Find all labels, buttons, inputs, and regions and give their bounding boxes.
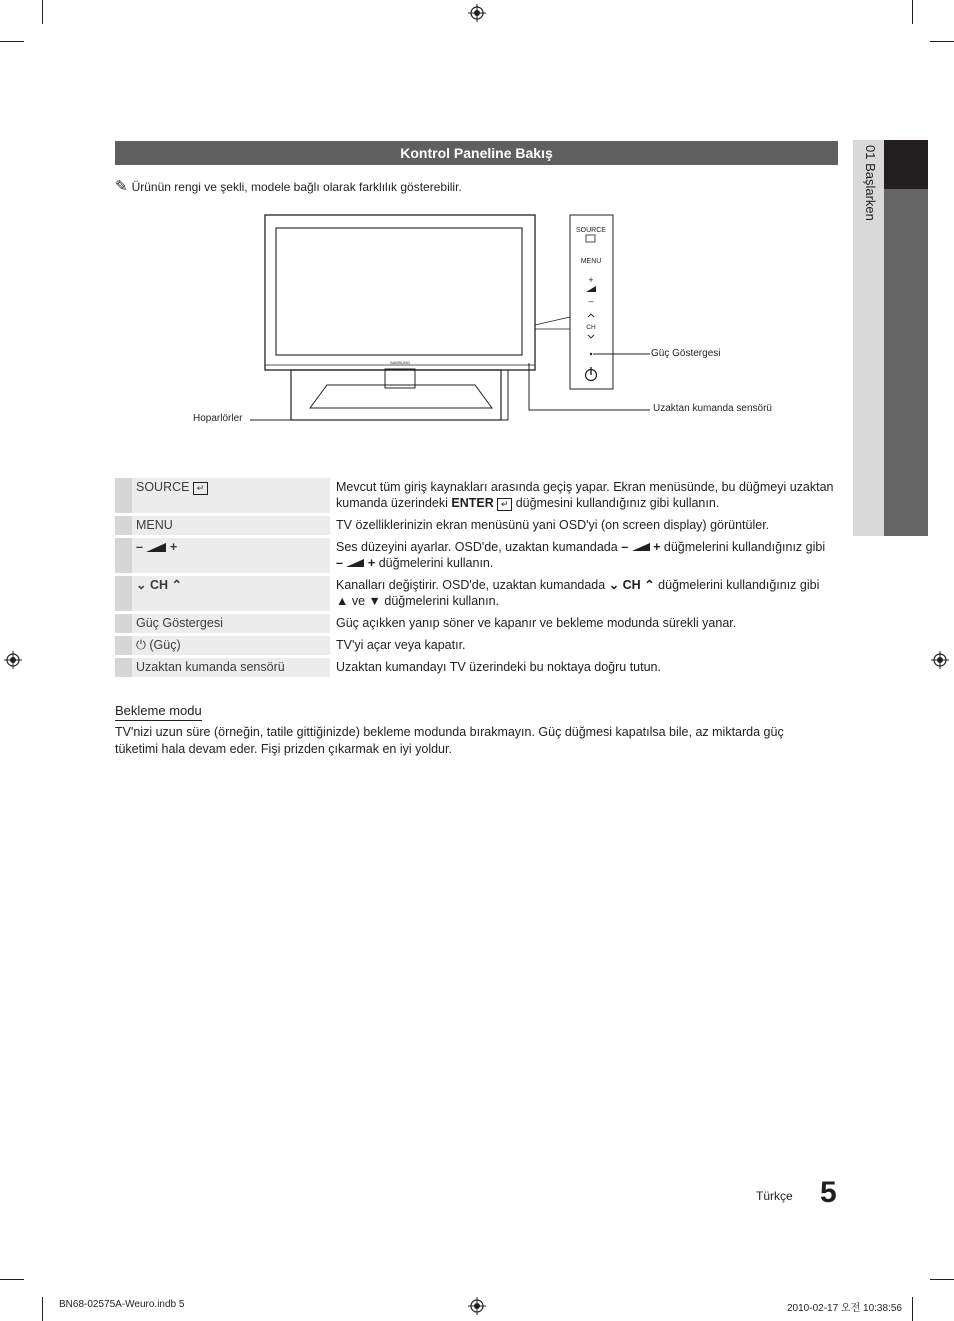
note-text: Ürünün rengi ve şekli, modele bağlı olarak farklılık gösterebilir. xyxy=(131,180,462,194)
tv-diagram xyxy=(180,205,800,435)
power-icon: ⏻ xyxy=(136,638,146,652)
side-tab-marker xyxy=(884,140,928,189)
control-name: CH xyxy=(149,578,169,592)
remote-sensor-label: Uzaktan kumanda sensörü xyxy=(653,403,772,414)
control-name: Güç Göstergesi xyxy=(136,616,223,630)
control-name: (Güç) xyxy=(149,638,181,652)
control-desc: düğmesini kullandığınız gibi kullanın. xyxy=(512,496,720,510)
chevron-down-icon: ⌄ xyxy=(136,578,147,592)
panel-menu-label: MENU xyxy=(580,258,602,265)
registration-mark-icon xyxy=(931,651,949,669)
crop-mark xyxy=(42,0,43,24)
control-desc: Kanalları değiştirir. OSD'de, uzaktan kumandada xyxy=(336,578,609,592)
volume-icon xyxy=(146,543,166,552)
channel-controls xyxy=(132,576,330,611)
control-desc: Güç açıkken yanıp söner ve kapanır ve bekleme modunda sürekli yanar. xyxy=(336,616,737,630)
panel-ch-label: CH xyxy=(586,324,596,331)
section-title: Kontrol Paneline Bakış xyxy=(115,141,838,165)
crop-mark xyxy=(930,1279,954,1280)
registration-mark-icon xyxy=(468,4,486,22)
page-language: Türkçe xyxy=(756,1189,793,1203)
chevron-up-icon: ⌃ xyxy=(171,578,182,592)
control-desc: Uzaktan kumandayı TV üzerindeki bu noktaya doğru tutun. xyxy=(336,660,661,674)
chevron-up-icon: ⌃ xyxy=(644,578,655,592)
standby-body: TV'nizi uzun süre (örneğin, tatile gittiğinizde) bekleme modunda bırakmayın. Güç düğmesi kapatılsa bile, az miktarda güç tüketimi hala devam eder. Fişi prizden çıkarmak en iyi yoldur. xyxy=(115,725,784,756)
power-indicator-label: Güç Göstergesi xyxy=(651,348,721,359)
control-name: Uzaktan kumanda sensörü xyxy=(136,660,285,674)
table-row xyxy=(115,516,838,535)
table-row xyxy=(115,658,838,677)
note xyxy=(115,177,462,195)
minus-icon: – xyxy=(336,556,343,570)
controls-table xyxy=(115,475,838,680)
plus-icon: + xyxy=(367,556,376,570)
crop-mark xyxy=(912,1297,913,1321)
table-row xyxy=(115,538,838,573)
table-row xyxy=(115,636,838,655)
plus-icon: + xyxy=(653,540,661,554)
control-desc: düğmelerini kullandığınız gibi ▲ ve ▼ düğmelerini kullanın. xyxy=(336,578,820,608)
table-row xyxy=(115,478,838,513)
chapter-tab-label: 01 Başlarken xyxy=(863,145,878,221)
enter-label: ENTER xyxy=(451,496,494,510)
chevron-down-icon: ⌄ xyxy=(608,578,620,592)
standby-title: Bekleme modu xyxy=(115,703,202,721)
footer-file: BN68-02575A-Weuro.indb 5 xyxy=(59,1299,185,1310)
crop-mark xyxy=(42,1297,43,1321)
table-row xyxy=(115,614,838,633)
volume-icon xyxy=(632,543,650,551)
plus-icon: + xyxy=(169,540,178,554)
control-name: SOURCE xyxy=(136,480,190,494)
enter-icon: ↵ xyxy=(193,482,208,495)
tv-frame xyxy=(265,215,535,370)
control-desc: düğmelerini kullandığınız gibi xyxy=(660,540,826,554)
page-number: 5 xyxy=(820,1176,837,1209)
control-desc: düğmelerini kullanın. xyxy=(375,556,494,570)
volume-icon xyxy=(586,286,596,292)
control-desc: Ses düzeyini ayarlar. OSD'de, uzaktan kumandada xyxy=(336,540,622,554)
table-row xyxy=(115,576,838,611)
tv-screen xyxy=(276,228,522,355)
speakers-label: Hoparlörler xyxy=(193,413,243,424)
svg-text:–: – xyxy=(588,296,594,306)
control-desc: Mevcut tüm giriş kaynakları arasında geçiş yapar. Ekran menüsünde, bu düğmeyi uzaktan kumanda üzerindeki xyxy=(336,480,834,510)
pencil-note-icon: ✎ xyxy=(115,178,128,195)
ch-label: CH xyxy=(622,578,641,592)
control-desc: TV özelliklerinizin ekran menüsünü yani OSD'yi (on screen display) görüntüler. xyxy=(336,518,770,532)
volume-icon xyxy=(346,559,364,567)
side-tab-dark xyxy=(884,140,928,536)
volume-controls xyxy=(132,538,330,573)
crop-mark xyxy=(930,41,954,42)
crop-mark xyxy=(0,1279,24,1280)
registration-mark-icon xyxy=(4,651,22,669)
tv-brand: SAMSUNG xyxy=(389,360,411,365)
tv-stand xyxy=(291,370,501,420)
footer-date: 2010-02-17 오전 10:38:56 xyxy=(787,1303,902,1314)
minus-icon: – xyxy=(136,540,143,554)
enter-icon: ↵ xyxy=(497,498,512,511)
crop-mark xyxy=(912,0,913,24)
minus-icon: – xyxy=(621,540,629,554)
panel-source-label: SOURCE xyxy=(576,227,606,234)
registration-mark-icon xyxy=(468,1297,486,1315)
control-name: MENU xyxy=(136,518,173,532)
crop-mark xyxy=(0,41,24,42)
svg-text:+: + xyxy=(588,275,594,285)
power-indicator-dot xyxy=(590,353,592,355)
control-desc: TV'yi açar veya kapatır. xyxy=(336,638,466,652)
